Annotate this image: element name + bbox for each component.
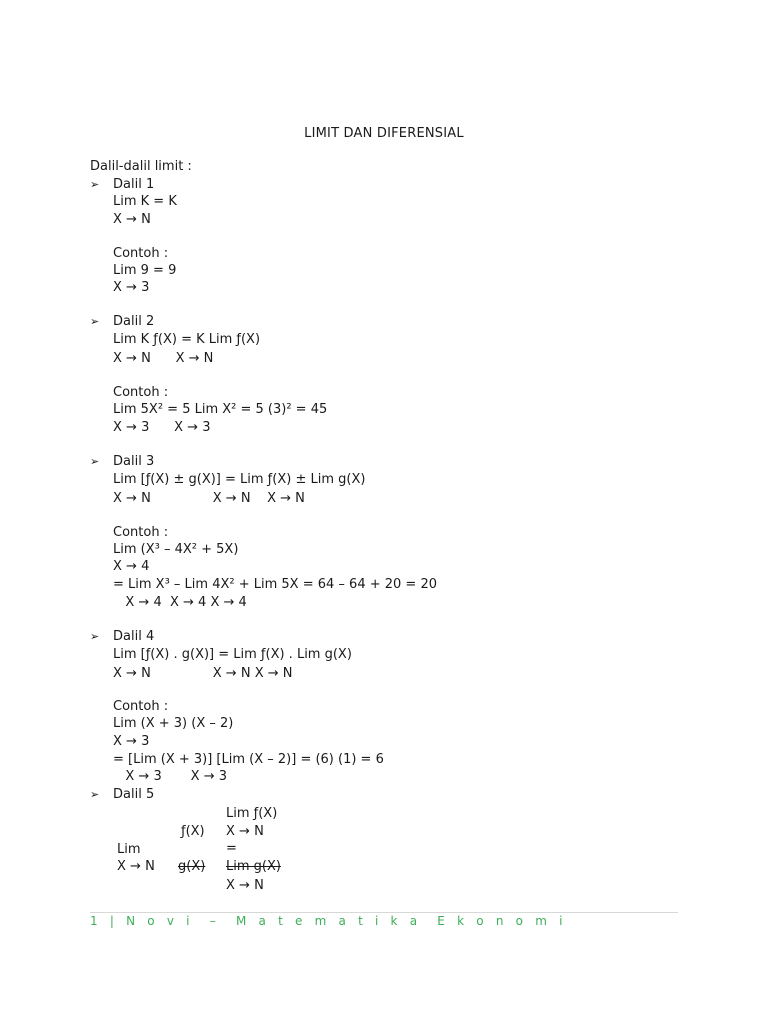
dalil5-heading: Dalil 5	[113, 787, 155, 802]
dalil4-example-2: X → 3	[113, 734, 150, 749]
bullet-arrow-icon: ➢	[90, 630, 100, 643]
intro-text: Dalil-dalil limit :	[90, 159, 192, 174]
page-title: LIMIT DAN DIFERENSIAL	[304, 126, 464, 141]
dalil3-example-2: X → 4	[113, 559, 150, 574]
dalil5-denominator-sub: X → N	[226, 878, 264, 893]
dalil2-sub: X → N X → N	[113, 351, 214, 366]
dalil4-example-4: X → 3 X → 3	[113, 769, 227, 784]
bullet-arrow-icon: ➢	[90, 455, 100, 468]
dalil4-example-3: = [Lim (X + 3)] [Lim (X – 2)] = (6) (1) = 6	[113, 752, 384, 767]
dalil2-example-2: X → 3 X → 3	[113, 420, 211, 435]
dalil1-formula: Lim K = K	[113, 194, 177, 209]
dalil1-contoh: Contoh :	[113, 246, 169, 261]
dalil3-contoh: Contoh :	[113, 525, 169, 540]
dalil1-example-2: X → 3	[113, 280, 150, 295]
dalil3-example-3: = Lim X³ – Lim 4X² + Lim 5X = 64 – 64 + 20 = 20	[113, 577, 437, 592]
dalil2-formula: Lim K ƒ(X) = K Lim ƒ(X)	[113, 332, 261, 347]
dalil3-sub: X → N X → N X → N	[113, 491, 305, 506]
dalil5-lim: Lim	[117, 842, 141, 857]
dalil4-heading: Dalil 4	[113, 629, 155, 644]
dalil2-example-1: Lim 5X² = 5 Lim X² = 5 (3)² = 45	[113, 402, 328, 417]
dalil3-example-1: Lim (X³ – 4X² + 5X)	[113, 542, 239, 557]
bullet-arrow-icon: ➢	[90, 788, 100, 801]
dalil5-denominator-lim: Lim g(X)	[226, 859, 281, 874]
dalil4-contoh: Contoh :	[113, 699, 169, 714]
dalil4-example-1: Lim (X + 3) (X – 2)	[113, 716, 234, 731]
dalil4-sub: X → N X → N X → N	[113, 666, 293, 681]
dalil1-example-1: Lim 9 = 9	[113, 263, 177, 278]
dalil2-heading: Dalil 2	[113, 314, 155, 329]
bullet-arrow-icon: ➢	[90, 315, 100, 328]
dalil1-sub: X → N	[113, 212, 151, 227]
dalil5-numerator-sub: X → N	[226, 824, 264, 839]
dalil4-formula: Lim [ƒ(X) . g(X)] = Lim ƒ(X) . Lim g(X)	[113, 647, 352, 662]
dalil1-heading: Dalil 1	[113, 177, 155, 192]
dalil2-contoh: Contoh :	[113, 385, 169, 400]
dalil3-heading: Dalil 3	[113, 454, 155, 469]
dalil5-numerator-lim: Lim ƒ(X)	[226, 806, 278, 821]
dalil5-sub-left: X → N	[117, 859, 155, 874]
footer-rule	[90, 912, 678, 913]
dalil3-example-4: X → 4 X → 4 X → 4	[113, 595, 247, 610]
dalil5-equals: =	[226, 841, 237, 856]
bullet-arrow-icon: ➢	[90, 178, 100, 191]
dalil3-formula: Lim [ƒ(X) ± g(X)] = Lim ƒ(X) ± Lim g(X)	[113, 472, 366, 487]
dalil5-gx: g(X)	[178, 859, 206, 874]
dalil5-fx: ƒ(X)	[181, 824, 205, 839]
page-footer: 1 | N o v i – M a t e m a t i k a E k o n o m i	[90, 914, 567, 928]
